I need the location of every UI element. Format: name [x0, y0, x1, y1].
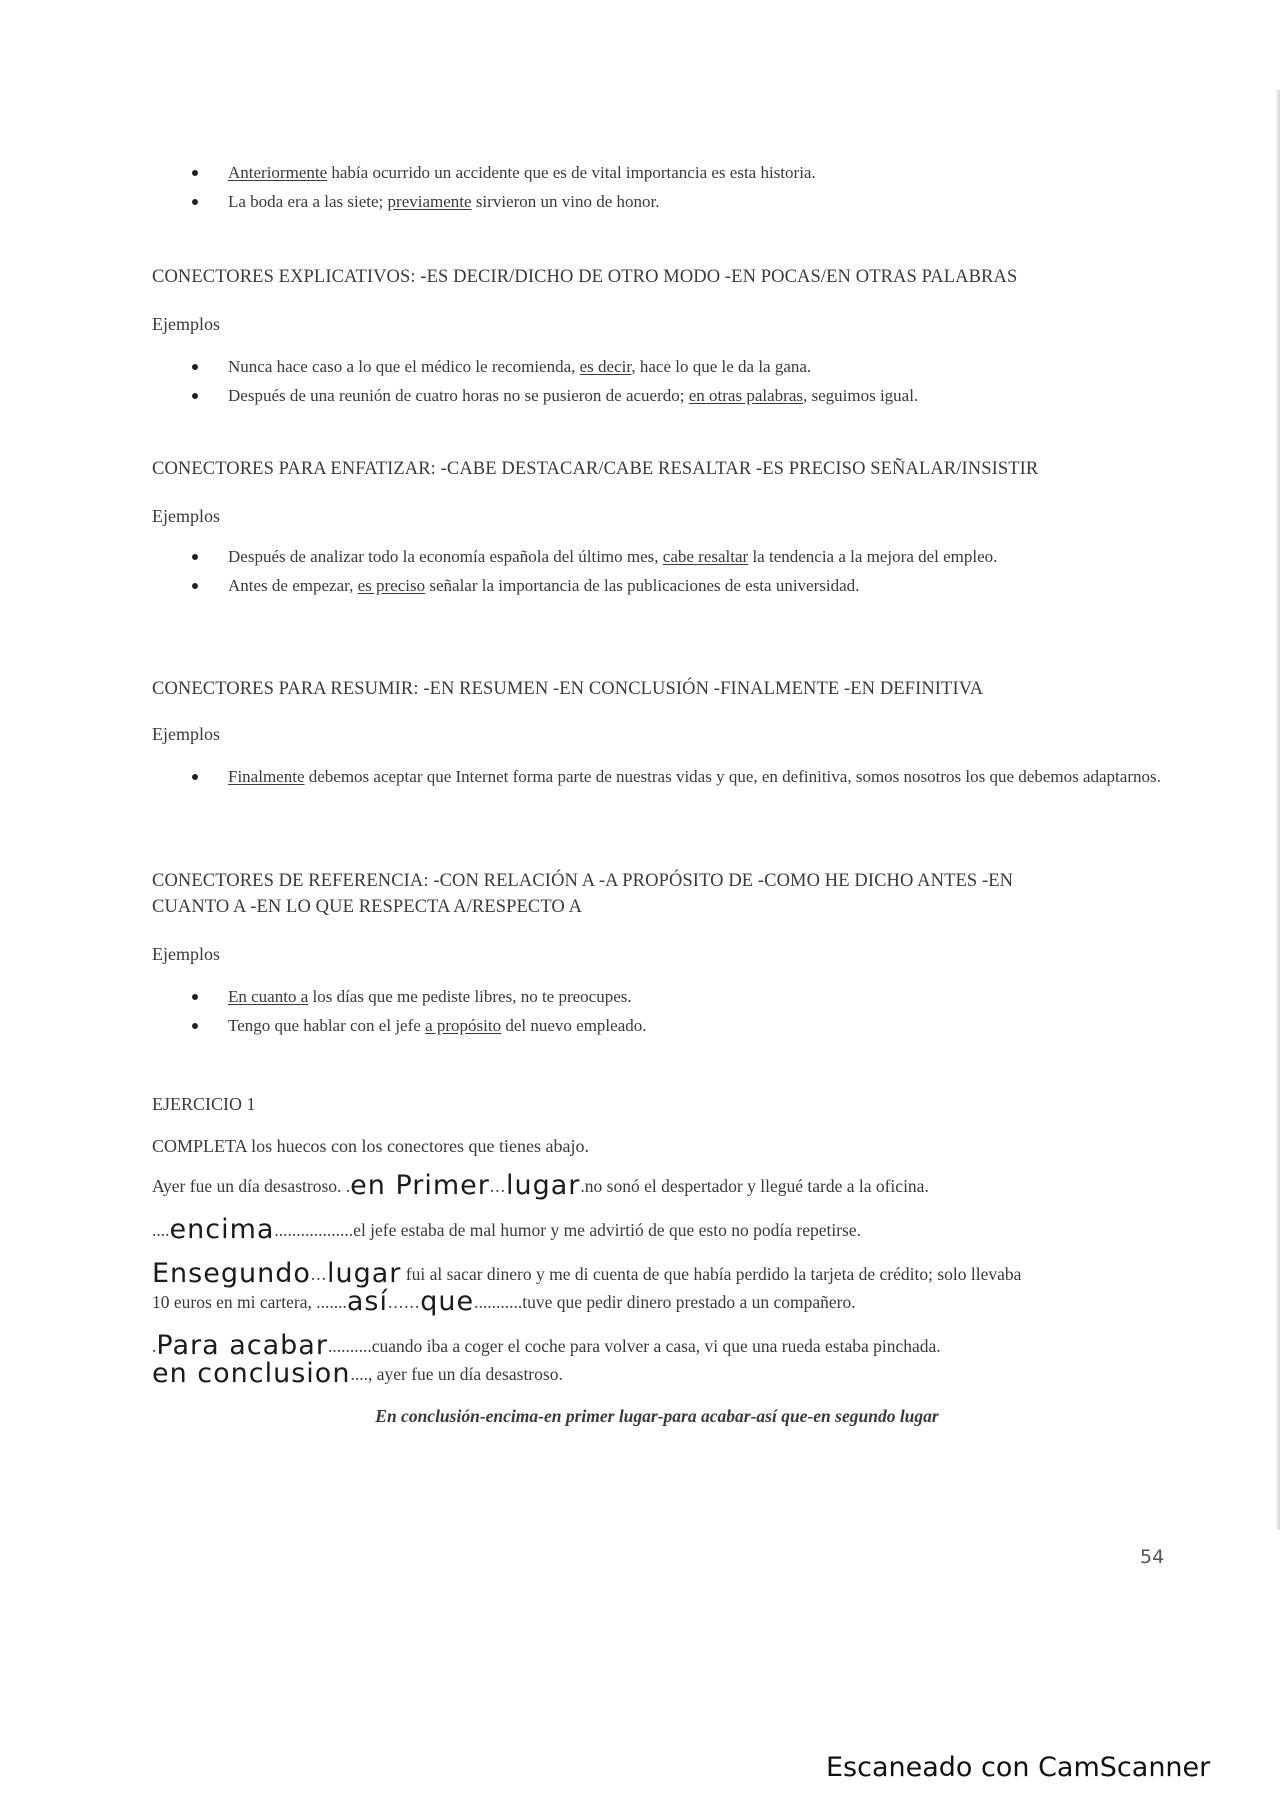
list-item: Finalmente debemos aceptar que Internet forma parte de nuestras vidas y que, en definitiva, somos nosotros los que debemos adaptarnos.	[152, 762, 1162, 791]
heading-line: CUANTO A -EN LO QUE RESPECTA A/RESPECTO A	[152, 897, 583, 917]
section-heading-explicativos: CONECTORES EXPLICATIVOS: -ES DECIR/DICHO DE OTRO MODO -EN POCAS/EN OTRAS PALABRAS	[152, 267, 1018, 287]
examples-label: Ejemplos	[152, 314, 220, 334]
section-heading-referencia	[152, 868, 1162, 920]
handwritten-answer: Para acabar	[156, 1330, 328, 1361]
handwritten-answer: que	[420, 1286, 475, 1317]
list-item: Después de analizar todo la economía española del último mes, cabe resaltar la tendencia a la mejora del empleo.	[152, 542, 1168, 571]
word-bank: En conclusión-encima-en primer lugar-para acabar-así que-en segundo lugar	[375, 1406, 939, 1426]
top-bullet-list	[152, 158, 1162, 216]
handwritten-answer: Ensegundo	[152, 1258, 311, 1289]
example-list	[152, 352, 1162, 410]
list-item: En cuanto a los días que me pediste libres, no te preocupes.	[152, 982, 1162, 1011]
exercise-line-2: ....encima..................el jefe estaba de mal humor y me advirtió de que esto no podía repetirse.	[152, 1214, 861, 1245]
page-number: 54	[1140, 1546, 1165, 1568]
exercise-title: EJERCICIO 1	[152, 1094, 256, 1114]
page-edge	[1276, 90, 1280, 1530]
section-heading-resumir: CONECTORES PARA RESUMIR: -EN RESUMEN -EN CONCLUSIÓN -FINALMENTE -EN DEFINITIVA	[152, 679, 984, 699]
list-item: La boda era a las siete; previamente sirvieron un vino de honor.	[152, 187, 1162, 216]
exercise-line-4: 10 euros en mi cartera, .......así......que...........tuve que pedir dinero prestado a un compañero.	[152, 1286, 856, 1317]
handwritten-answer: lugar	[506, 1170, 581, 1201]
list-item: Tengo que hablar con el jefe a propósito del nuevo empleado.	[152, 1011, 1162, 1040]
handwritten-answer: encima	[169, 1214, 275, 1245]
examples-label: Ejemplos	[152, 944, 220, 964]
examples-label: Ejemplos	[152, 506, 220, 526]
handwritten-answer: así	[346, 1286, 388, 1317]
exercise-line-6: en conclusion...., ayer fue un día desastroso.	[152, 1358, 563, 1389]
example-list	[152, 542, 1162, 600]
scanner-watermark: Escaneado con CamScanner	[826, 1752, 1211, 1783]
example-list	[152, 762, 1162, 791]
handwritten-answer: en Primer	[350, 1170, 490, 1201]
handwritten-answer: lugar	[327, 1258, 402, 1289]
list-item: Después de una reunión de cuatro horas no se pusieron de acuerdo; en otras palabras, seguimos igual.	[152, 381, 1162, 410]
list-item: Nunca hace caso a lo que el médico le recomienda, es decir, hace lo que le da la gana.	[152, 352, 1162, 381]
exercise-line-5: .Para acabar..........cuando iba a coger el coche para volver a casa, vi que una rueda estaba pinchada.	[152, 1330, 941, 1361]
exercise-line-3: Ensegundo...lugar fui al sacar dinero y me di cuenta de que había perdido la tarjeta de crédito; solo llevaba	[152, 1258, 1022, 1289]
handwritten-answer: en conclusion	[152, 1358, 351, 1389]
heading-line: CONECTORES DE REFERENCIA: -CON RELACIÓN A -A PROPÓSITO DE -COMO HE DICHO ANTES -EN	[152, 871, 1014, 891]
exercise-line-1: Ayer fue un día desastroso. .en Primer...lugar.no sonó el despertador y llegué tarde a la oficina.	[152, 1170, 929, 1201]
list-item: Anteriormente había ocurrido un accidente que es de vital importancia es esta historia.	[152, 158, 1162, 187]
examples-label: Ejemplos	[152, 724, 220, 744]
list-item: Antes de empezar, es preciso señalar la importancia de las publicaciones de esta universidad.	[152, 571, 1162, 600]
exercise-instruction: COMPLETA los huecos con los conectores que tienes abajo.	[152, 1136, 589, 1156]
example-list	[152, 982, 1162, 1040]
section-heading-enfatizar: CONECTORES PARA ENFATIZAR: -CABE DESTACAR/CABE RESALTAR -ES PRECISO SEÑALAR/INSISTIR	[152, 459, 1039, 479]
